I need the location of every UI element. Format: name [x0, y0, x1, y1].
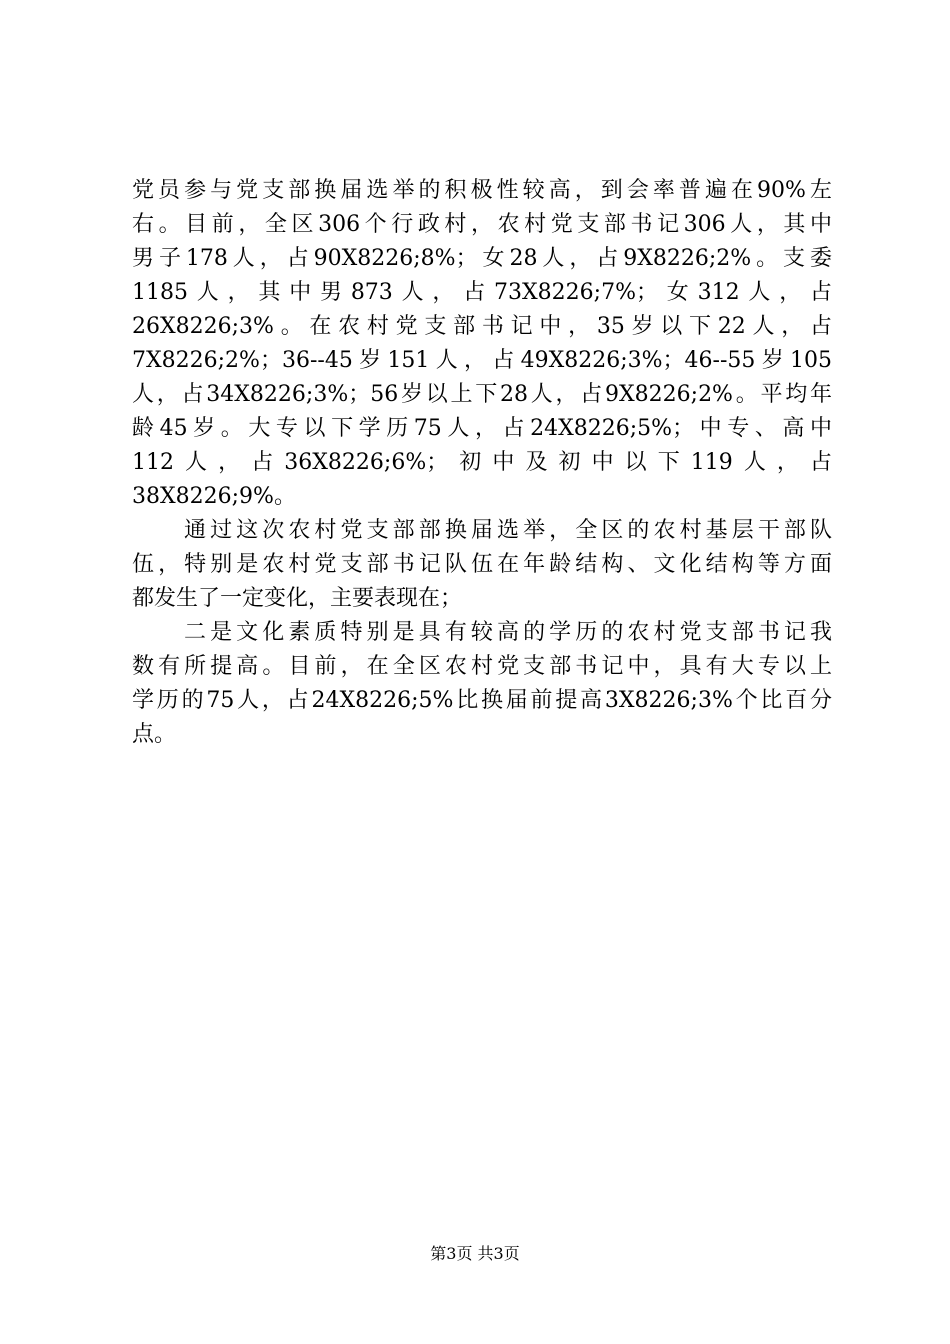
paragraph-1-line-6: 7X8226;2%；36--45岁151人，占49X8226;3%；46--55岁105	[132, 348, 832, 373]
paragraph-3-line-1: 二是文化素质特别是具有较高的学历的农村党支部书记我	[184, 620, 832, 645]
paragraph-3-line-3: 学历的75人，占24X8226;5%比换届前提高3X8226;3%个比百分	[132, 688, 832, 713]
paragraph-1-line-8: 龄45岁。大专以下学历75人，占24X8226;5%；中专、高中	[132, 416, 832, 441]
paragraph-1-line-3: 男子178人，占90X8226;8%；女28人，占9X8226;2%。支委	[132, 246, 832, 271]
paragraph-2-line-1: 通过这次农村党支部部换届选举，全区的农村基层干部队	[184, 518, 832, 543]
paragraph-1-line-9: 112人，占36X8226;6%；初中及初中以下119人，占	[132, 450, 832, 475]
paragraph-1-line-1: 党员参与党支部换届选举的积极性较高，到会率普遍在90%左	[132, 178, 832, 203]
paragraph-1-line-5: 26X8226;3%。在农村党支部书记中，35岁以下22人，占	[132, 314, 832, 339]
paragraph-1-line-4: 1185人，其中男873人，占73X8226;7%；女312人，占	[132, 280, 832, 305]
paragraph-3-line-4: 点。	[132, 722, 177, 747]
paragraph-2-line-2: 伍，特别是农村党支部书记队伍在年龄结构、文化结构等方面	[132, 552, 832, 577]
page-number-footer: 第3页 共3页	[430, 1244, 520, 1263]
paragraph-1-line-10: 38X8226;9%。	[132, 484, 296, 509]
paragraph-1-line-7: 人，占34X8226;3%；56岁以上下28人，占9X8226;2%。平均年	[132, 382, 832, 407]
paragraph-2-line-3: 都发生了一定变化，主要表现在；	[132, 586, 463, 611]
paragraph-3-line-2: 数有所提高。目前，在全区农村党支部书记中，具有大专以上	[132, 654, 832, 679]
paragraph-1-line-2: 右。目前，全区306个行政村，农村党支部书记306人，其中	[132, 212, 832, 237]
